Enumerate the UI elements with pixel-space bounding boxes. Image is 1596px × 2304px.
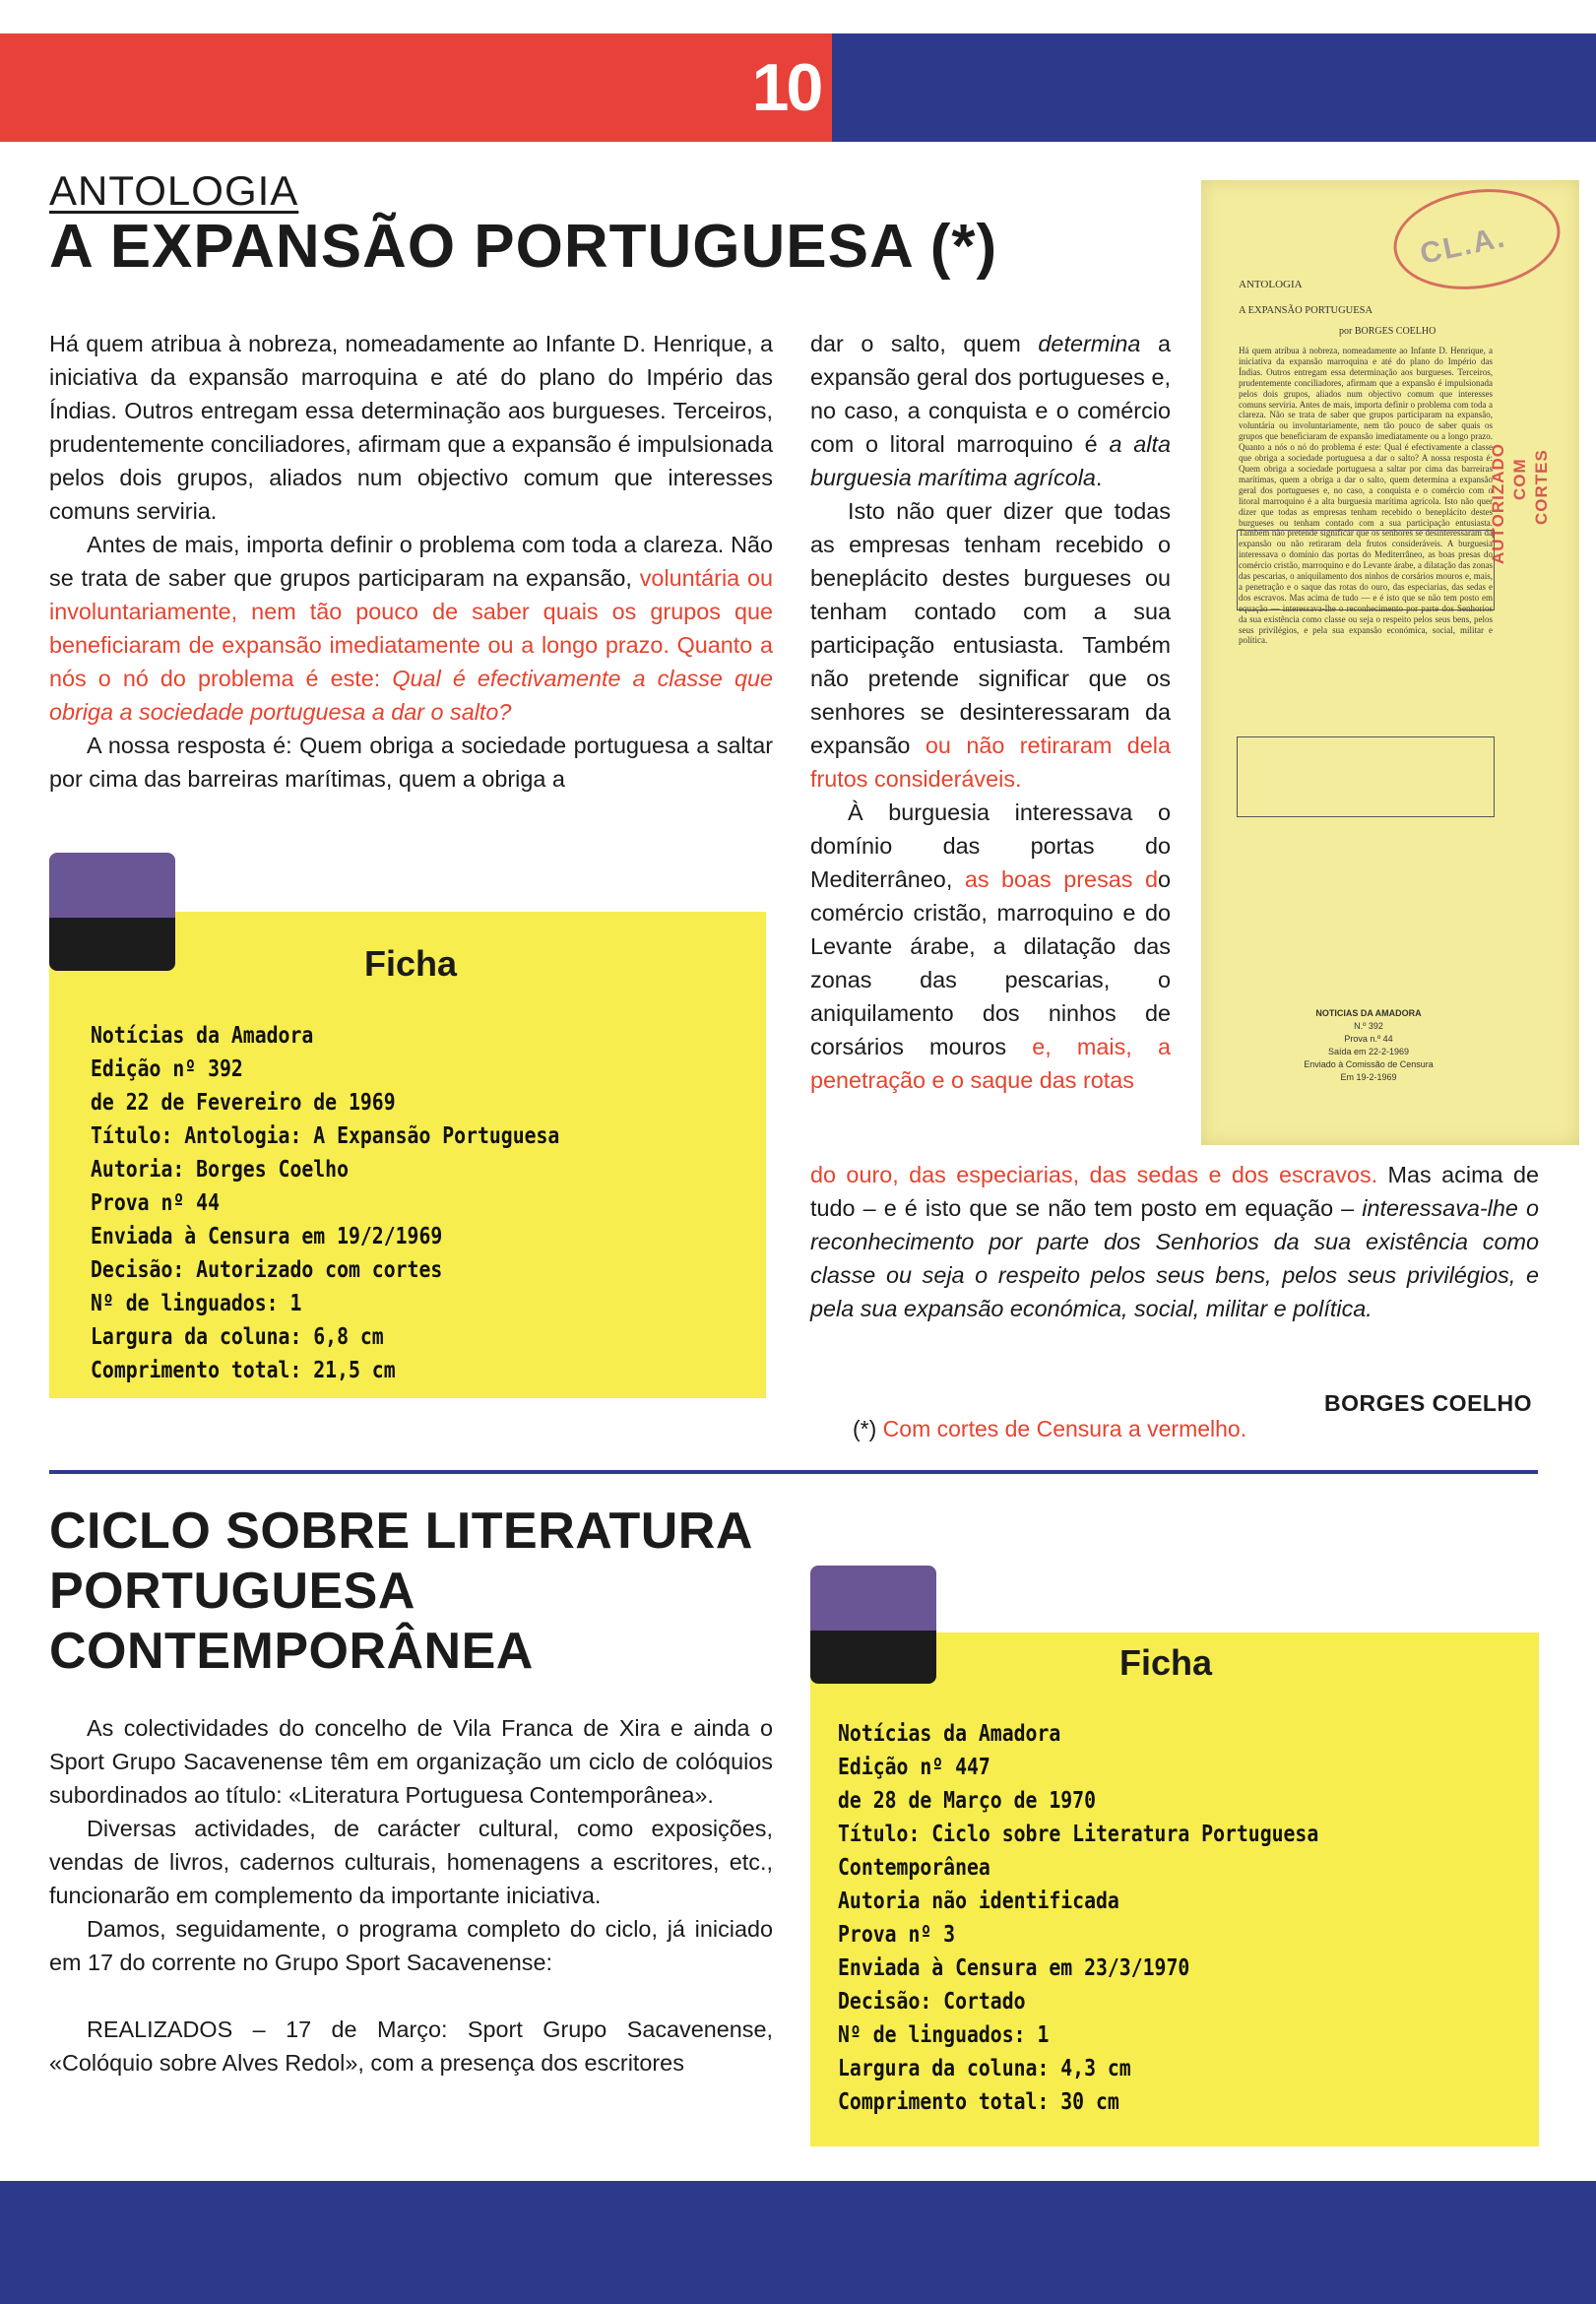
section-divider [49, 1470, 1538, 1474]
censored-text: ou não retiraram dela frutos consideráveis. [810, 733, 1171, 792]
footnote-text: Com cortes de Censura a vermelho. [882, 1416, 1247, 1441]
ficha-line: Comprimento total: 21,5 cm [91, 1358, 396, 1383]
page-number: 10 [751, 50, 821, 125]
paragraph [810, 796, 1171, 1097]
ficha-line: Prova nº 3 [838, 1922, 956, 1948]
ficha-line: Decisão: Cortado [838, 1989, 1026, 2015]
scan-byline: por BORGES COELHO [1339, 326, 1436, 337]
censored-text: e, mais, a penetração e o saque das rotas [810, 1034, 1171, 1093]
scan-footer-line: Enviado à Comissão de Censura [1304, 1059, 1434, 1069]
ficha-line: Enviada à Censura em 19/2/1969 [91, 1224, 443, 1249]
text-span: Mas acima de tudo – e é isto que se não tem posto em equação – [810, 1162, 1539, 1221]
paragraph [49, 528, 773, 729]
ficha-line: Prova nº 44 [91, 1190, 221, 1216]
scan-excerpt: Há quem atribua à nobreza, nomeadamente ao Infante D. Henrique, a iniciativa da expansão marroquina e até do plano do Império das Índias. Outros entregam essa determinação aos burgueses. Terceiros, prudentemente conciliadores, afirmam que a expansão é impulsionada pelos dois grupos, aliados num objectivo comum que interesses comuns serviria. Antes de mais, importa definir o problema com toda a clareza. Não se trata de saber que grupos participaram na expansão, voluntária ou involuntariamente, nem tão pouco de saber quais os grupos que beneficiaram de expansão imediatamente ou a longo prazo. Quanto a nós o nó do problema é este: Qual é efectivamente a classe que obriga a sociedade portuguesa a dar o salto? A nossa resposta é: Quem obriga a sociedade portuguesa a saltar por cima das barreiras marítimas, quem a obriga a dar o salto, quem determina a expansão geral dos portugueses e, no caso, a conquista e o comércio com o litoral marroquino é a alta burguesia marítima agrícola. Isto não quer dizer que todas as empresas tenham recebido o beneplácito destes burgueses ou tenham contado com a sua participação entusiasta. Também não pretende significar que os senhores se desinteressaram da expansão ou não retiraram dela frutos consideráveis. A burguesia interessava o domínio das portas do Mediterrâneo, as boas presas do comércio cristão, marroquino e do Levante árabe, a dilatação das zonas das pescarias, o aniquilamento dos ninhos de corsários mouros e, mais, a penetração e o saque das rotas do ouro, das especiarias, das sedas e dos escravos. Mas acima de tudo — e é isto que se não tem posto em equação — interessava-lhe o reconhecimento por parte dos Senhorios da sua existência como classe ou seja o respeito pelos seus bens, pelos seus privilégios, e pela sua expansão económica, social, militar e política. [1239, 346, 1493, 646]
ficha-tab [810, 1566, 936, 1684]
header-red-block [0, 33, 832, 142]
censored-document-scan [1201, 180, 1579, 1145]
text-span: Antes de mais, importa definir o problema com toda a clareza. Não se trata de saber que grupos participaram na expansão, [49, 532, 773, 591]
ficha-line: Notícias da Amadora [838, 1721, 1061, 1747]
ficha-title: Ficha [1119, 1642, 1213, 1683]
ficha-line: de 22 de Fevereiro de 1969 [91, 1090, 396, 1116]
scan-footer-line: NOTICIAS DA AMADORA [1315, 1008, 1422, 1018]
censored-text: voluntária ou involuntariamente, nem tão pouco de saber quais os grupos que beneficiaram de expansão imediatamente ou a longo prazo. Quanto a nós o nó do problema é este: [49, 565, 774, 691]
text-span: a expansão geral dos portugueses e, no caso, a conquista e o comércio com o litoral marroquino é [810, 331, 1171, 457]
ficha-line: Autoria: Borges Coelho [91, 1157, 349, 1183]
ficha-line: Largura da coluna: 4,3 cm [838, 2056, 1131, 2081]
text-span: Isto não quer dizer que todas as empresas tenham recebido o beneplácito destes burgueses ou tenham contado com a sua participação entusiasta. Também não pretende significar que os senhores se desinteressaram da expansão [810, 498, 1171, 758]
stamp-line: COM [1510, 458, 1529, 500]
stamp-line: AUTORIZADO [1489, 442, 1507, 564]
censored-text-italic: Qual é efectivamente a classe que obriga a sociedade portuguesa a dar o salto? [49, 666, 773, 725]
ficha-line: Nº de linguados: 1 [91, 1291, 302, 1316]
text-span: dar o salto, quem [810, 331, 1039, 356]
ficha-body [838, 1717, 1318, 2119]
scan-footer [1295, 1007, 1442, 1084]
text-span: À burguesia interessava o domínio das portas do Mediterrâneo, [810, 800, 1171, 892]
paragraph: REALIZADOS – 17 de Março: Sport Grupo Sacavenense, «Colóquio sobre Alves Redol», com a presença dos escritores [49, 2016, 773, 2076]
ficha-line: Contemporânea [838, 1855, 990, 1881]
paragraph: A nossa resposta é: Quem obriga a sociedade portuguesa a saltar por cima das barreiras marítimas, quem a obriga a [49, 733, 773, 792]
ficha-tab [49, 853, 175, 971]
text-span: . [1095, 465, 1103, 490]
scan-title: A EXPANSÃO PORTUGUESA [1239, 305, 1373, 316]
paragraph [810, 327, 1171, 494]
article2-column [49, 1711, 773, 2080]
ficha-line: Autoria não identificada [838, 1888, 1119, 1914]
stamp-line: CORTES [1532, 449, 1551, 525]
authorized-stamp [1481, 328, 1569, 564]
ficha-title: Ficha [364, 943, 458, 984]
footnote-mark: (*) [853, 1416, 883, 1441]
italic-text: determina [1038, 331, 1141, 356]
stamp-text: CL.A. [1417, 221, 1509, 271]
censor-cut-box [1237, 530, 1495, 610]
footnote [853, 1416, 1246, 1442]
author-signature: BORGES COELHO [1324, 1390, 1532, 1416]
footer-band [0, 2181, 1596, 2304]
ficha-line: Decisão: Autorizado com cortes [91, 1257, 443, 1283]
scan-heading: ANTOLOGIA [1239, 279, 1303, 290]
paragraph [810, 1158, 1539, 1325]
ficha-line: Largura da coluna: 6,8 cm [91, 1324, 384, 1350]
scan-footer-line: Prova n.º 44 [1344, 1034, 1393, 1044]
censored-text: as boas presas d [964, 866, 1158, 892]
censored-text: do ouro, das especiarias, das sedas e dos escravos. [810, 1162, 1378, 1187]
ficha-body [91, 1019, 559, 1387]
scan-footer-line: Em 19-2-1969 [1340, 1072, 1397, 1082]
article2-title [49, 1502, 753, 1682]
text-span: o comércio cristão, marroquino e do Levante árabe, a dilatação das zonas das pescarias, o aniquilamento dos ninhos de corsários mouros [810, 866, 1171, 1059]
article-title: A EXPANSÃO PORTUGUESA (*) [49, 213, 998, 281]
paragraph: Damos, seguidamente, o programa completo do ciclo, já iniciado em 17 do corrente no Grupo Sport Sacavenense: [49, 1916, 773, 1975]
article-column-1 [49, 327, 773, 796]
ficha-line: Título: Antologia: A Expansão Portuguesa [91, 1123, 560, 1149]
header-band [0, 33, 1596, 142]
italic-text: a alta burguesia marítima agrícola [810, 431, 1171, 490]
paragraph: As colectividades do concelho de Vila Franca de Xira e ainda o Sport Grupo Sacavenense têm em organização um ciclo de colóquios subordinados ao título: «Literatura Portuguesa Contemporânea». [49, 1715, 773, 1808]
paragraph: Diversas actividades, de carácter cultural, como exposições, vendas de livros, cadernos culturais, homenagens a escritores, etc., funcionarão em complemento da importante iniciativa. [49, 1816, 773, 1908]
ficha-line: de 28 de Março de 1970 [838, 1788, 1096, 1814]
scan-footer-line: Saída em 22-2-1969 [1327, 1047, 1410, 1056]
ficha-line: Enviada à Censura em 23/3/1970 [838, 1955, 1190, 1981]
title-line: CICLO SOBRE LITERATURA [49, 1503, 753, 1560]
scan-footer-line: N.º 392 [1354, 1021, 1383, 1031]
italic-text: interessava-lhe o reconhecimento por parte dos Senhorios da sua existência como classe ou seja o respeito pelos seus bens, pelos seus privilégios, e pela sua expansão económica, social, militar e política. [810, 1195, 1539, 1321]
article-column-2 [810, 327, 1171, 1097]
header-blue-block [832, 33, 1596, 142]
article-kicker: ANTOLOGIA [49, 167, 299, 214]
paragraph [810, 494, 1171, 796]
title-line: CONTEMPORÂNEA [49, 1623, 534, 1680]
ficha-line: Edição nº 392 [91, 1056, 243, 1082]
ficha-line: Notícias da Amadora [91, 1023, 314, 1049]
ficha-line: Nº de linguados: 1 [838, 2022, 1050, 2048]
ficha-line: Título: Ciclo sobre Literatura Portuguesa [838, 1822, 1319, 1847]
article-column-2-continued [810, 1158, 1539, 1325]
ficha-line: Edição nº 447 [838, 1755, 990, 1780]
paragraph: Há quem atribua à nobreza, nomeadamente ao Infante D. Henrique, a iniciativa da expansão marroquina e até do plano do Império das Índias. Outros entregam essa determinação aos burgueses. Terceiros, prudentemente conciliadores, afirmam que a expansão é impulsionada pelos dois grupos, aliados num objectivo comum que interesses comuns serviria. [49, 331, 773, 524]
ficha-line: Comprimento total: 30 cm [838, 2089, 1119, 2115]
title-line: PORTUGUESA [49, 1563, 415, 1620]
censor-cut-box [1237, 736, 1495, 817]
